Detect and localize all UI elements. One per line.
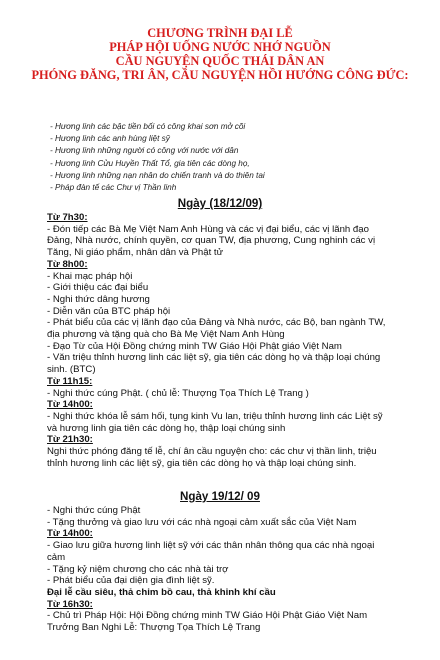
title-line: PHÓNG ĐĂNG, TRI ÂN, CẦU NGUYỆN HỒI HƯỚNG CÔNG ĐỨC: xyxy=(31,68,409,82)
section-heading: Đại lễ cầu siêu, thả chim bồ cau, thả khinh khí cầu xyxy=(47,586,276,598)
dedication-list xyxy=(50,121,420,194)
title-line: CHƯƠNG TRÌNH ĐẠI LỄ xyxy=(147,26,293,40)
dedication-item: - Hương linh các bậc tiền bối có công khai sơn mở cõi xyxy=(50,122,246,131)
schedule-line: - Văn triệu thỉnh hương linh các liệt sỹ, gia tiên các dòng họ và thập loại chúng xyxy=(47,352,381,364)
day2-schedule xyxy=(47,505,427,634)
schedule-line: - Diễn văn của BTC pháp hội xyxy=(47,305,171,317)
schedule-line: sinh. (BTC) xyxy=(47,364,96,376)
schedule-line: - Tặng kỷ niệm chương cho các nhà tài trợ xyxy=(47,563,229,575)
dedication-item: - Hương linh những người có công với nước với dân xyxy=(50,146,239,156)
title-line: PHÁP HỘI UỐNG NƯỚC NHỚ NGUỒN xyxy=(109,40,331,54)
schedule-line: Đảng, Nhà nước, chính quyền, cơ quan TW, địa phương, Cung nghinh các vị xyxy=(47,235,376,247)
schedule-line: - Chủ trì Pháp Hội: Hội Đồng chứng minh TW Giáo Hội Phật Giáo Việt Nam xyxy=(47,610,368,622)
dedication-item: - Hương linh các anh hùng liệt sỹ xyxy=(50,134,170,144)
schedule-line: địa phương và tặng quà cho Bà Mẹ Việt Nam Anh Hùng xyxy=(47,329,285,341)
day2-heading: Ngày 19/12/ 09 xyxy=(180,490,260,503)
day1-schedule xyxy=(47,212,427,469)
day1-heading: Ngày (18/12/09) xyxy=(177,197,263,210)
time-heading: Từ 21h30: xyxy=(47,434,93,446)
schedule-line: - Giao lưu giữa hương linh liệt sỹ với các thân nhân thông qua các nhà ngoại xyxy=(47,540,375,552)
schedule-line: - Nghi thức cúng Phật. ( chủ lễ: Thượng Tọa Thích Lệ Trang ) xyxy=(47,387,309,399)
schedule-line: - Nghi thức cúng Phật xyxy=(47,505,141,516)
schedule-line: thỉnh hương linh các liệt sỹ, gia tiên các dòng họ và thập loại chúng sinh. xyxy=(47,457,357,469)
time-heading: Từ 7h30: xyxy=(47,212,88,223)
schedule-line: - Khai mạc pháp hội xyxy=(47,270,133,282)
title-line: CẦU NGUYỆN QUỐC THÁI DÂN AN xyxy=(115,54,325,68)
time-heading: Từ 14h00: xyxy=(47,399,93,411)
schedule-line: Trưởng Ban Nghi Lễ: Thượng Tọa Thích Lệ Trang xyxy=(47,622,261,634)
schedule-line: - Đón tiếp các Bà Mẹ Việt Nam Anh Hùng và các vị đại biểu, các vị lãnh đạo xyxy=(47,223,369,235)
schedule-line: - Phát biểu của đại diện gia đình liệt sỹ. xyxy=(47,575,215,587)
schedule-line: - Tặng thưởng và giao lưu với các nhà ngoại cảm xuất sắc của Việt Nam xyxy=(47,516,357,528)
schedule-line: và hương linh gia tiên các dòng họ, thập loại chúng sinh xyxy=(47,422,286,434)
time-heading: Từ 14h00: xyxy=(47,528,93,540)
schedule-line: - Nghi thức dâng hương xyxy=(47,293,150,305)
time-heading: Từ 11h15: xyxy=(47,375,93,387)
time-heading: Từ 8h00: xyxy=(47,258,88,270)
schedule-line: Nghi thức phóng đăng tế lễ, chí ân cầu nguyện cho: các chư vị thần linh, triệu xyxy=(47,446,377,458)
schedule-line: cảm xyxy=(47,551,66,563)
schedule-line: - Đạo Từ của Hội Đồng chứng minh TW Giáo Hội Phật giáo Việt Nam xyxy=(47,340,342,352)
dedication-item: - Hương linh những nạn nhân do chiến tranh và do thiên tai xyxy=(50,170,265,180)
time-heading: Từ 16h30: xyxy=(47,598,93,610)
schedule-line: - Giới thiệu các đại biểu xyxy=(47,282,149,294)
schedule-line: - Phát biểu của các vị lãnh đạo của Đảng và Nhà nước, các Bộ, ban ngành TW, xyxy=(47,317,386,329)
program-title xyxy=(0,26,440,82)
schedule-line: Tăng, Ni giáo phẩm, nhân dân và Phật tử xyxy=(47,247,224,259)
dedication-item: - Hương linh Cửu Huyền Thất Tổ, gia tiên các dòng họ, xyxy=(50,158,250,168)
dedication-item: - Pháp đàn tế các Chư vị Thần linh xyxy=(50,183,177,193)
schedule-line: - Nghi thức khóa lễ sám hối, tụng kinh Vu lan, triệu thỉnh hương linh các Liệt sỹ xyxy=(47,410,383,422)
